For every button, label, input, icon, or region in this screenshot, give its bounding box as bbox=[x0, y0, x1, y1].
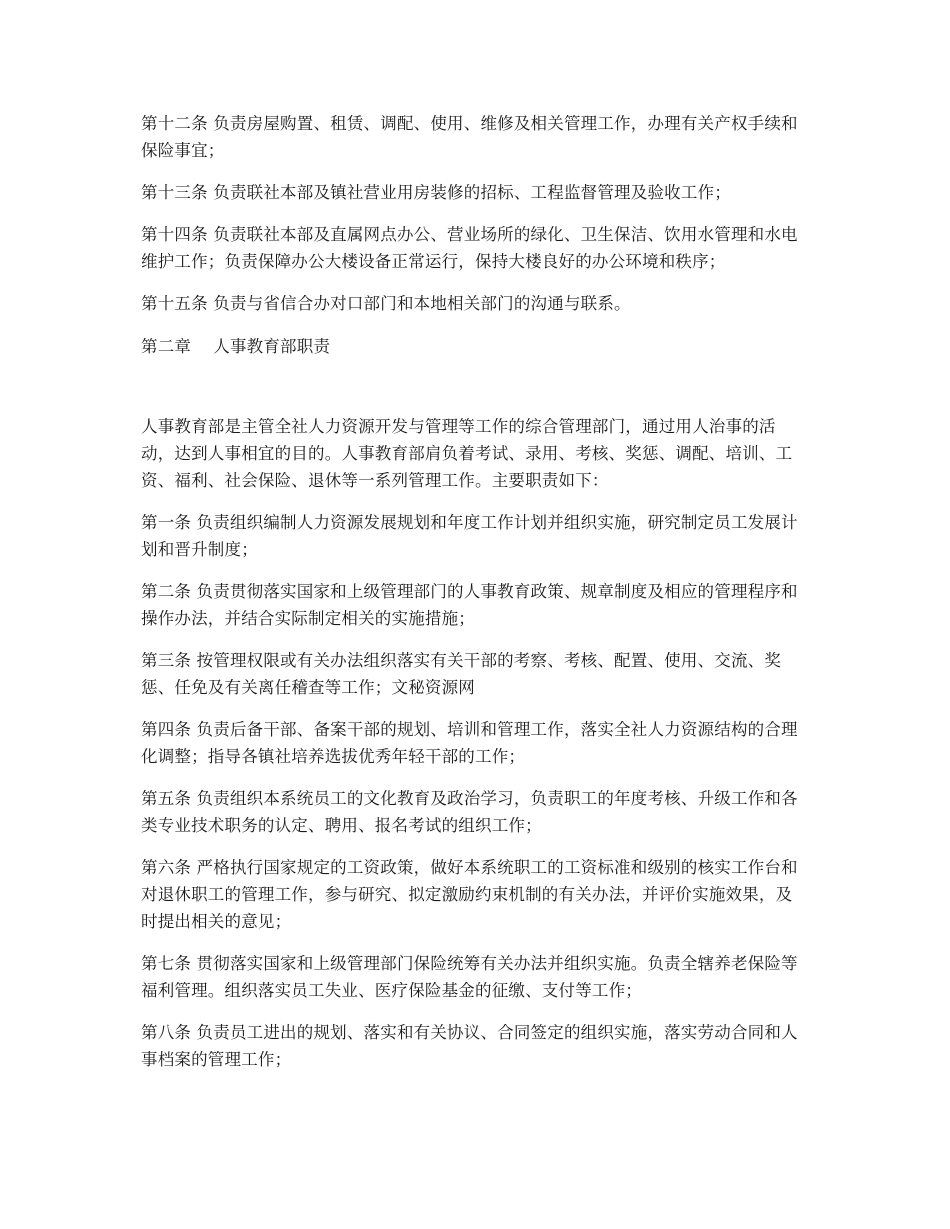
article-4: 第四条 负责后备干部、备案干部的规划、培训和管理工作，落实全社人力资源结构的合理化调整；指导各镇社培养选拔优秀年轻干部的工作； bbox=[141, 720, 798, 766]
article-8: 第八条 负责员工进出的规划、落实和有关协议、合同签定的组织实施，落实劳动合同和人事档案的管理工作； bbox=[141, 1023, 798, 1069]
article-6: 第六条 严格执行国家规定的工资政策，做好本系统职工的工资标准和级别的核实工作台和对退休职工的管理工作，参与研究、拟定激励约束机制的有关办法，并评价实施效果，及时提出相关的意见； bbox=[141, 858, 798, 931]
article-13: 第十三条 负责联社本部及镇社营业用房装修的招标、工程监督管理及验收工作； bbox=[141, 183, 731, 202]
article-12: 第十二条 负责房屋购置、租赁、调配、使用、维修及相关管理工作，办理有关产权手续和保险事宜； bbox=[141, 114, 798, 160]
article-3: 第三条 按管理权限或有关办法组织落实有关干部的考察、考核、配置、使用、交流、奖惩、任免及有关离任稽查等工作；文秘资源网 bbox=[141, 651, 782, 697]
article-2: 第二条 负责贯彻落实国家和上级管理部门的人事教育政策、规章制度及相应的管理程序和操作办法，并结合实际制定相关的实施措施； bbox=[141, 582, 798, 628]
article-15: 第十五条 负责与省信合办对口部门和本地相关部门的沟通与联系。 bbox=[141, 294, 631, 313]
article-14: 第十四条 负责联社本部及直属网点办公、营业场所的绿化、卫生保洁、饮用水管理和水电维护工作；负责保障办公大楼设备正常运行，保持大楼良好的办公环境和秩序； bbox=[141, 225, 798, 271]
article-5: 第五条 负责组织本系统员工的文化教育及政治学习，负责职工的年度考核、升级工作和各类专业技术职务的认定、聘用、报名考试的组织工作； bbox=[141, 789, 798, 835]
chapter-intro: 人事教育部是主管全社人力资源开发与管理等工作的综合管理部门，通过用人治事的活动，达到人事相宜的目的。人事教育部肩负着考试、录用、考核、奖惩、调配、培训、工资、福利、社会保险、退休等一系列管理工作。主要职责如下： bbox=[141, 417, 793, 490]
article-7: 第七条 贯彻落实国家和上级管理部门保险统筹有关办法并组织实施。负责全辖养老保险等福利管理。组织落实员工失业、医疗保险基金的征缴、支付等工作； bbox=[141, 954, 798, 1000]
chapter-heading: 第二章 人事教育部职责 bbox=[141, 337, 331, 356]
article-1: 第一条 负责组织编制人力资源发展规划和年度工作计划并组织实施，研究制定员工发展计划和晋升制度； bbox=[141, 513, 798, 559]
